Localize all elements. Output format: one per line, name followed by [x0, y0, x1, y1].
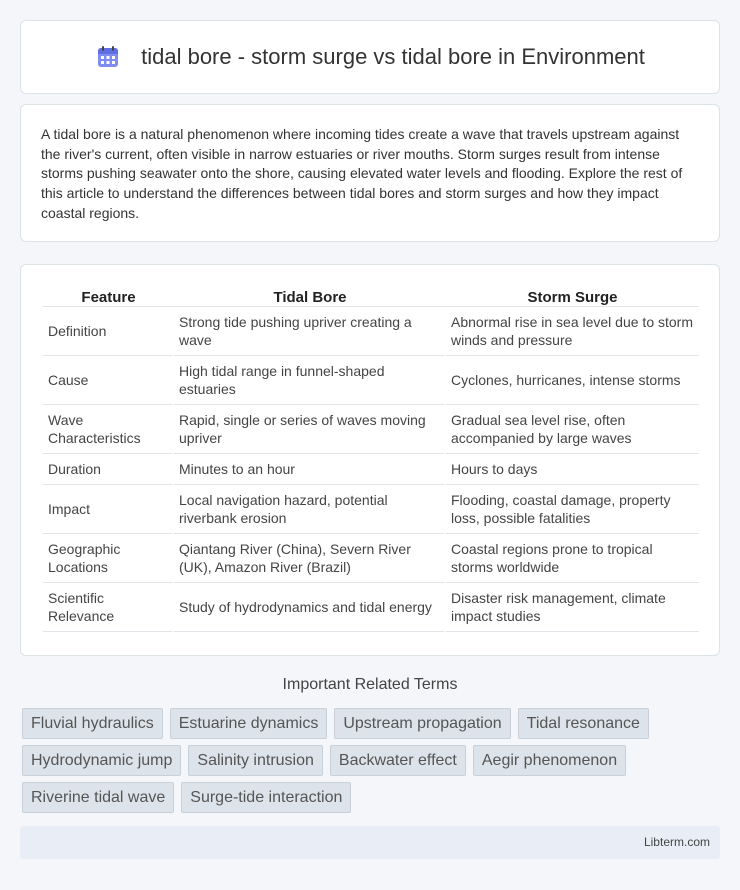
tidal-bore-cell: Local navigation hazard, potential riverbank erosion: [174, 485, 446, 534]
feature-cell: Wave Characteristics: [43, 405, 174, 454]
feature-cell: Definition: [43, 307, 174, 356]
storm-surge-cell: Gradual sea level rise, often accompanied by large waves: [446, 405, 699, 454]
term-tag[interactable]: Estuarine dynamics: [170, 708, 328, 739]
storm-surge-cell: Abnormal rise in sea level due to storm winds and pressure: [446, 307, 699, 356]
term-tag[interactable]: Aegir phenomenon: [473, 745, 626, 776]
feature-cell: Impact: [43, 485, 174, 534]
term-tag[interactable]: Upstream propagation: [334, 708, 510, 739]
table-row: [43, 356, 699, 405]
term-tag[interactable]: Salinity intrusion: [188, 745, 323, 776]
page-title: tidal bore - storm surge vs tidal bore in Environment: [141, 44, 645, 69]
comparison-table: [43, 285, 699, 632]
table-header-row: [43, 285, 699, 307]
term-tag[interactable]: Surge-tide interaction: [181, 782, 351, 813]
storm-surge-cell: Cyclones, hurricanes, intense storms: [446, 356, 699, 405]
tidal-bore-cell: High tidal range in funnel-shaped estuaries: [174, 356, 446, 405]
header-feature: Feature: [43, 285, 174, 307]
table-row: [43, 307, 699, 356]
storm-surge-cell: Hours to days: [446, 454, 699, 485]
tidal-bore-cell: Strong tide pushing upriver creating a wave: [174, 307, 446, 356]
tidal-bore-cell: Rapid, single or series of waves moving upriver: [174, 405, 446, 454]
table-row: [43, 405, 699, 454]
table-row: [43, 454, 699, 485]
footer-site-link[interactable]: Libterm.com: [643, 835, 710, 849]
footer: [20, 826, 720, 859]
table-row: [43, 485, 699, 534]
storm-surge-cell: Flooding, coastal damage, property loss, possible fatalities: [446, 485, 699, 534]
intro-paragraph: A tidal bore is a natural phenomenon where incoming tides create a wave that travels upstream against the river's current, often visible in narrow estuaries or river mouths. Storm surges result from intense storms pushing seawater onto the shore, causing elevated water levels and flooding. Explore the rest of this article to understand the differences between tidal bores and storm surges and how they impact coastal regions.: [41, 126, 683, 221]
term-tag[interactable]: Fluvial hydraulics: [22, 708, 163, 739]
table-row: [43, 534, 699, 583]
feature-cell: Geographic Locations: [43, 534, 174, 583]
intro-card: [20, 104, 720, 242]
related-terms-title: Important Related Terms: [282, 676, 458, 693]
term-tag[interactable]: Backwater effect: [330, 745, 466, 776]
feature-cell: Duration: [43, 454, 174, 485]
related-terms-list: [22, 708, 722, 819]
tidal-bore-cell: Study of hydrodynamics and tidal energy: [174, 583, 446, 632]
header-tidal-bore: Tidal Bore: [174, 285, 446, 307]
comparison-table-card: [20, 264, 720, 656]
header-card: [20, 20, 720, 94]
feature-cell: Cause: [43, 356, 174, 405]
storm-surge-cell: Disaster risk management, climate impact studies: [446, 583, 699, 632]
header-storm-surge: Storm Surge: [446, 285, 699, 307]
table-row: [43, 583, 699, 632]
term-tag[interactable]: Tidal resonance: [518, 708, 649, 739]
feature-cell: Scientific Relevance: [43, 583, 174, 632]
tidal-bore-cell: Qiantang River (China), Severn River (UK), Amazon River (Brazil): [174, 534, 446, 583]
tidal-bore-cell: Minutes to an hour: [174, 454, 446, 485]
storm-surge-cell: Coastal regions prone to tropical storms worldwide: [446, 534, 699, 583]
term-tag[interactable]: Riverine tidal wave: [22, 782, 174, 813]
term-tag[interactable]: Hydrodynamic jump: [22, 745, 181, 776]
document-icon: [95, 44, 121, 70]
